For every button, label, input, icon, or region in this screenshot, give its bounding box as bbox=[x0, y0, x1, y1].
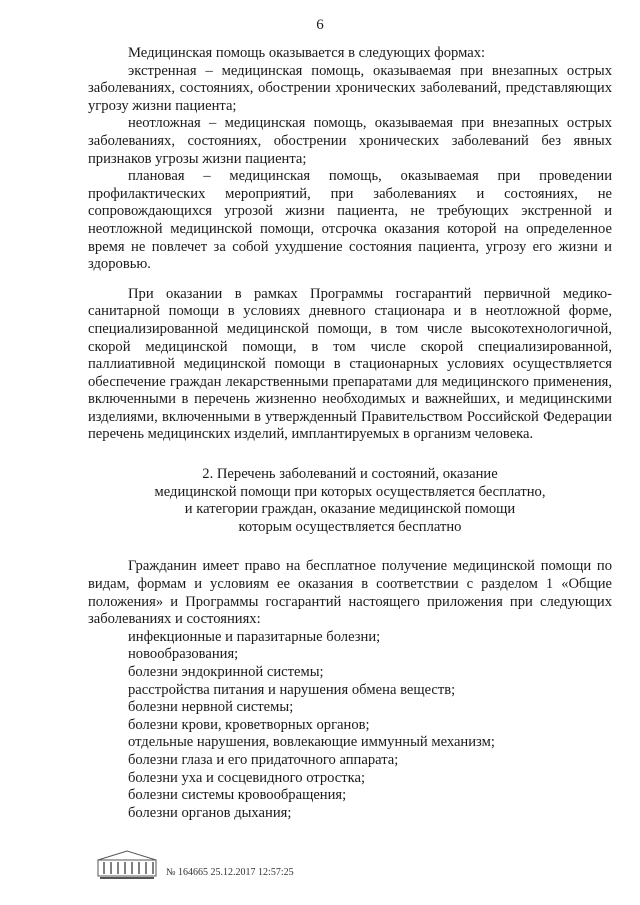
section-2-intro: Гражданин имеет право на бесплатное получение медицинской помощи по видам, формам и условиям ее оказания в соответствии с разделом 1 «Общие положения» и Программы госгарантий настоящего приложения при следующих заболеваниях и состояниях: bbox=[88, 558, 612, 628]
government-building-logo bbox=[96, 848, 158, 880]
forms-intro: Медицинская помощь оказывается в следующих формах: bbox=[128, 45, 486, 61]
list-item: инфекционные и паразитарные болезни; bbox=[128, 628, 381, 645]
form-emergency: экстренная – медицинская помощь, оказываемая при внезапных острых заболеваниях, состояниях, обострении хронических заболеваний, представляющих угрозу жизни пациента; bbox=[88, 62, 612, 114]
heading-line: которым осуществляется бесплатно bbox=[238, 518, 462, 535]
provision-paragraph: При оказании в рамках Программы госгарантий первичной медико-санитарной помощи в условиях дневного стационара и в неотложной форме, специализированной медицинской помощи, в том числе высокотехнологичной, скорой медицинской помощи, в том числе скорой специализированной, паллиативной медицинской помощи в стационарных условиях осуществляется обеспечение граждан лекарственными препаратами для медицинского применения, включенными в перечень жизненно необходимых и важнейших, и медицинскими изделиями, включенными в утвержденный Правительством Российской Федерации перечень медицинских изделий, имплантируемых в организм человека. bbox=[88, 285, 612, 443]
list-item: расстройства питания и нарушения обмена веществ; bbox=[128, 681, 456, 698]
document-footer bbox=[96, 840, 596, 890]
section-2-heading bbox=[88, 466, 612, 536]
list-item: болезни эндокринной системы; bbox=[128, 664, 324, 680]
list-item: новообразования; bbox=[128, 646, 239, 663]
list-item: болезни нервной системы; bbox=[128, 699, 294, 716]
document-body bbox=[88, 45, 612, 822]
registration-stamp-text: № 164665 25.12.2017 12:57:25 bbox=[166, 867, 294, 878]
list-item: болезни крови, кроветворных органов; bbox=[128, 716, 370, 733]
heading-line: 2. Перечень заболеваний и состояний, оказание bbox=[202, 466, 498, 483]
list-item: болезни органов дыхания; bbox=[128, 804, 292, 821]
form-planned: плановая – медицинская помощь, оказываемая при проведении профилактических мероприятий, при заболеваниях и состояниях, не сопровождающихся угрозой жизни пациента, не требующих экстренной и неотложной медицинской помощи, отсрочка оказания которой на определенное время не повлечет за собой ухудшение состояния пациента, угрозу его жизни и здоровью. bbox=[88, 168, 612, 273]
page-number: 6 bbox=[316, 17, 324, 33]
disease-list bbox=[88, 629, 612, 823]
list-item: болезни глаза и его придаточного аппарата; bbox=[128, 751, 399, 768]
heading-line: и категории граждан, оказание медицинской помощи bbox=[184, 501, 516, 518]
list-item: болезни уха и сосцевидного отростка; bbox=[128, 769, 366, 786]
list-item: отдельные нарушения, вовлекающие иммунный механизм; bbox=[128, 734, 495, 751]
heading-line: медицинской помощи при которых осуществляется бесплатно, bbox=[154, 483, 546, 500]
list-item: болезни системы кровообращения; bbox=[128, 787, 347, 804]
form-urgent: неотложная – медицинская помощь, оказываемая при внезапных острых заболеваниях, состояниях, обострении хронических заболеваний без явных признаков угрозы жизни пациента; bbox=[88, 115, 612, 167]
